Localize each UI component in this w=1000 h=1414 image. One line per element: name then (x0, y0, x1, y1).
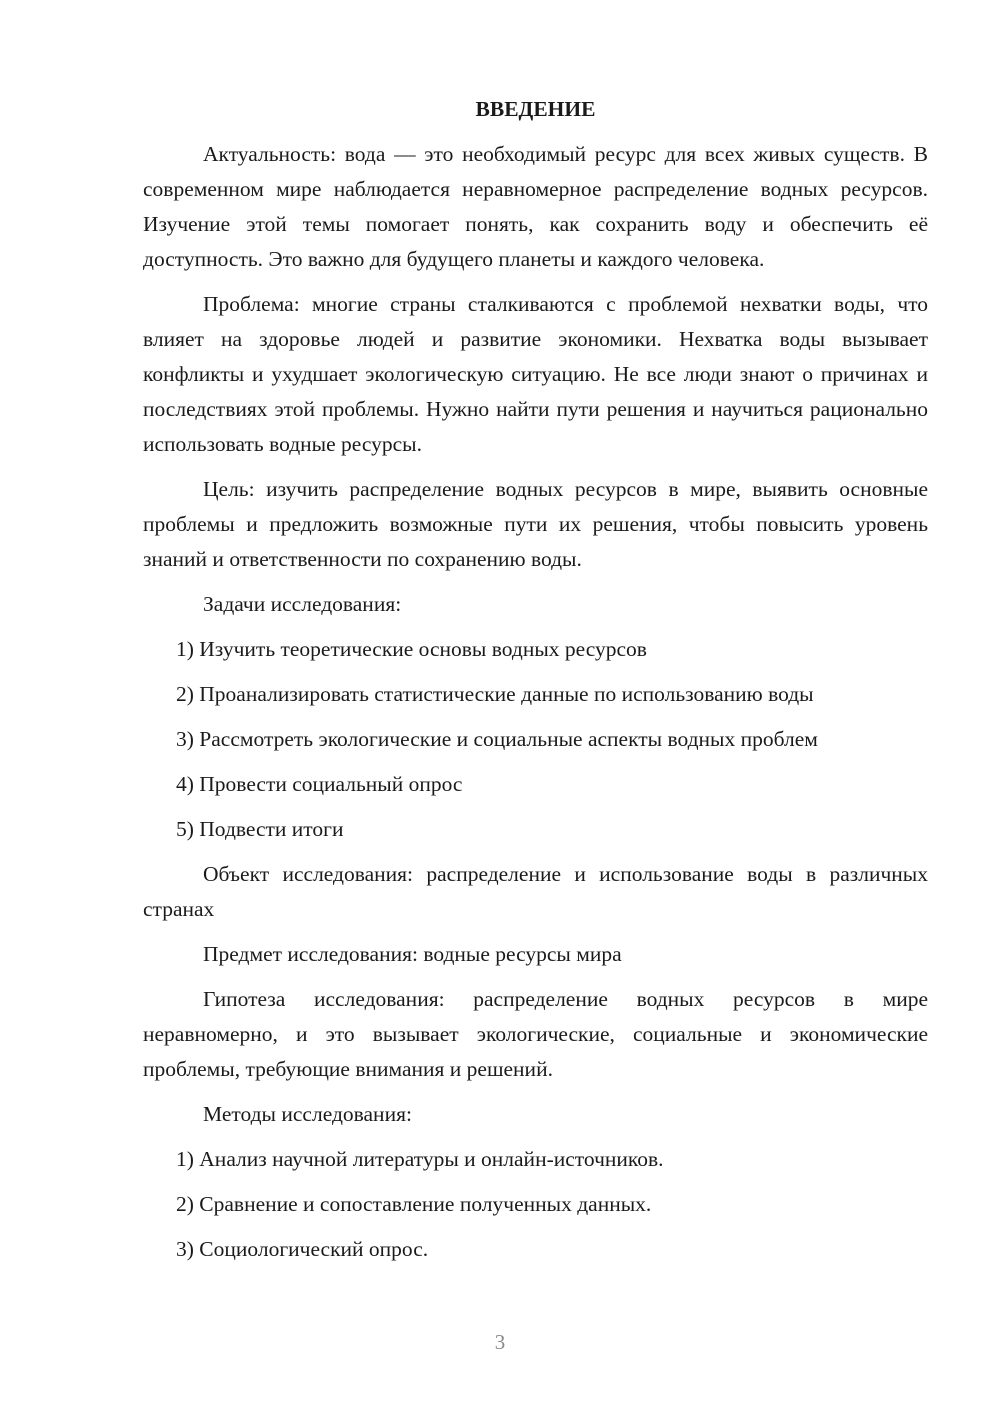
list-item: 2) Сравнение и сопоставление полученных данных. (176, 1192, 652, 1216)
list-item: 1) Изучить теоретические основы водных ресурсов (176, 637, 647, 661)
list-item: 3) Социологический опрос. (176, 1237, 429, 1261)
problem-paragraph: Проблема: многие страны сталкиваются с проблемой нехватки воды, что влияет на здоровье людей и развитие экономики. Нехватка воды вызывает конфликты и ухудшает экологическую ситуацию. Не все люди знают о причинах и последствиях этой проблемы. Нужно найти пути решения и научиться рационально использовать водные ресурсы. (143, 292, 928, 456)
tasks-label: Задачи исследования: (203, 592, 402, 616)
hypothesis-paragraph: Гипотеза исследования: распределение водных ресурсов в мире неравномерно, и это вызывает экологические, социальные и экономические проблемы, требующие внимания и решений. (143, 987, 928, 1081)
list-item: 5) Подвести итоги (176, 817, 344, 841)
page-number: 3 (494, 1330, 506, 1354)
section-title: ВВЕДЕНИЕ (475, 97, 596, 121)
object-paragraph: Объект исследования: распределение и использование воды в различных странах (143, 862, 928, 921)
list-item: 4) Провести социальный опрос (176, 772, 463, 796)
methods-list (143, 1142, 928, 1267)
tasks-list (143, 632, 928, 847)
goal-paragraph: Цель: изучить распределение водных ресурсов в мире, выявить основные проблемы и предложить возможные пути их решения, чтобы повысить уровень знаний и ответственности по сохранению воды. (143, 477, 928, 571)
document-page (143, 92, 928, 1277)
list-item: 2) Проанализировать статистические данные по использованию воды (176, 682, 814, 706)
list-item: 1) Анализ научной литературы и онлайн-источников. (176, 1147, 664, 1171)
methods-label: Методы исследования: (203, 1102, 412, 1126)
subject-paragraph: Предмет исследования: водные ресурсы мира (203, 942, 622, 966)
list-item: 3) Рассмотреть экологические и социальные аспекты водных проблем (176, 727, 818, 751)
relevance-paragraph: Актуальность: вода — это необходимый ресурс для всех живых существ. В современном мире наблюдается неравномерное распределение водных ресурсов. Изучение этой темы помогает понять, как сохранить воду и обеспечить её доступность. Это важно для будущего планеты и каждого человека. (143, 142, 928, 271)
